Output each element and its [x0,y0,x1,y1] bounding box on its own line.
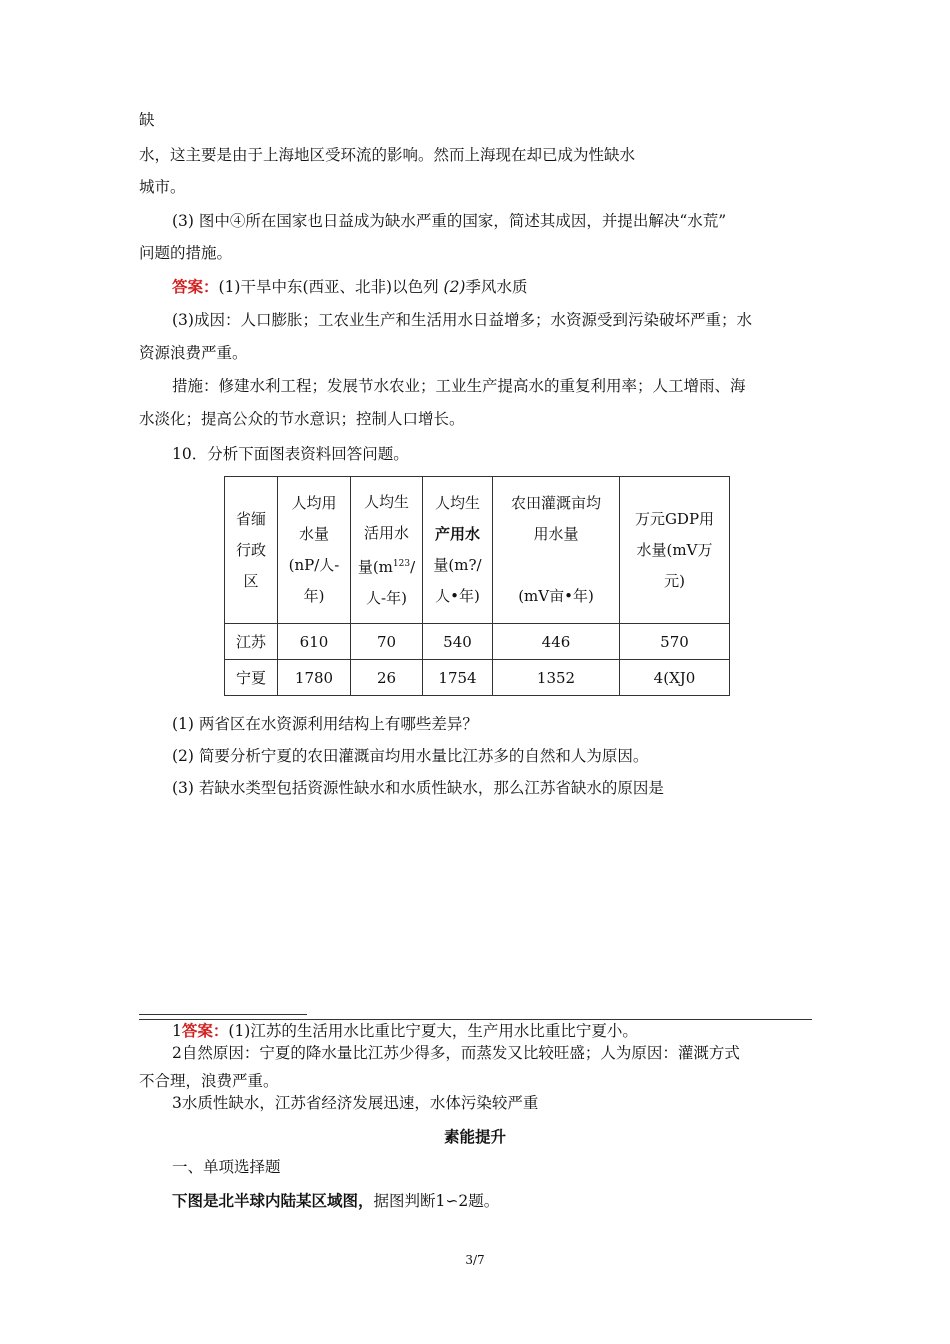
question-3-line-2: 问题的措施。 [139,244,233,262]
sub-question-1: (1) 两省区在水资源利用结构上有哪些差异？ [172,715,478,733]
section-intro-bold: 下图是北半球内陆某区域图， [172,1191,374,1210]
cell-value: 1754 [423,660,493,696]
answer-1-line [172,276,528,298]
section-subtitle: 一、单项选择题 [172,1158,281,1176]
table-row [225,624,730,660]
answer-3-measure-line-1: 措施：修建水利工程；发展节水农业；工业生产提高水的重复利用率；人工增雨、海 [172,377,746,395]
answer-3-cause-line-1: (3)成因：人口膨胀；工农业生产和生活用水日益增多；水资源受到污染破坏严重；水 [172,311,752,329]
answer-10-part-1: (1)江苏的生活用水比重比宁夏大，生产用水比重比宁夏小。 [228,1022,638,1040]
text-fragment-1: 缺 [139,111,155,129]
cell-region: 宁夏 [225,660,278,696]
cell-value: 446 [493,624,620,660]
page-number: 3/7 [465,1253,485,1267]
water-usage-table [224,476,730,696]
answer-1-part-a: (1)干旱中东(西亚、北非)以色列 [218,278,439,296]
cell-value: 1780 [278,660,351,696]
header-gdp-water: 万元GDP用 水量(mV万 元) [620,477,730,624]
header-per-capita-water: 人均用 水量 (nP/人- 年) [278,477,351,624]
header-irrigation: 农田灌溉亩均 用水量 (mV亩•年) [493,477,620,624]
table-header-row [225,477,730,624]
cell-value: 1352 [493,660,620,696]
answer-10-line-4: 3水质性缺水，江苏省经济发展迅速，水体污染较严重 [172,1094,539,1112]
text-fragment-3: 城市。 [139,178,186,196]
cell-value: 26 [351,660,423,696]
section-intro-rest: 据图判断1∽2题。 [373,1192,500,1210]
cell-value: 570 [620,624,730,660]
header-region: 省缅 行政 区 [225,477,278,624]
answer-label: 答案： [181,1021,229,1040]
cell-region: 江苏 [225,624,278,660]
section-intro [172,1190,499,1212]
answer-10-number: 1 [172,1022,182,1040]
answer-10-line-1 [172,1020,638,1042]
answer-10-line-2: 2自然原因：宁夏的降水量比江苏少得多，而蒸发又比较旺盛；人为原因：灌溉方式 [172,1044,740,1062]
answer-10-line-3: 不合理，浪费严重。 [139,1072,279,1090]
question-10-title: 10．分析下面图表资料回答问题。 [172,445,409,463]
question-3-line-1: (3) 图中④所在国家也日益成为缺水严重的国家，简述其成因，并提出解决“水荒” [172,212,727,230]
header-per-capita-production: 人均生 产用水 量(m?/ 人•年) [423,477,493,624]
text-fragment-2: 水，这主要是由于上海地区受环流的影响。然而上海现在却已成为性缺水 [139,146,636,164]
answer-label: 答案： [172,277,219,296]
sub-question-3: (3) 若缺水类型包括资源性缺水和水质性缺水，那么江苏省缺水的原因是 [172,779,664,797]
answer-3-cause-line-2: 资源浪费严重。 [139,344,248,362]
answer-1-part-b: (2) [443,278,466,296]
cell-value: 4(XJ0 [620,660,730,696]
table-row [225,660,730,696]
answer-3-measure-line-2: 水淡化；提高公众的节水意识；控制人口增长。 [139,410,465,428]
cell-value: 540 [423,624,493,660]
answer-1-part-c: 季风水质 [465,278,528,296]
sub-question-2: (2) 简要分析宁夏的农田灌溉亩均用水量比江苏多的自然和人为原因。 [172,747,649,765]
section-title: 素能提升 [443,1127,506,1146]
cell-value: 610 [278,624,351,660]
footnote-rule-short [139,1014,307,1015]
header-per-capita-domestic: 人均生 活用水 量($m^{123}/$ 人-年) [351,477,423,624]
cell-value: 70 [351,624,423,660]
